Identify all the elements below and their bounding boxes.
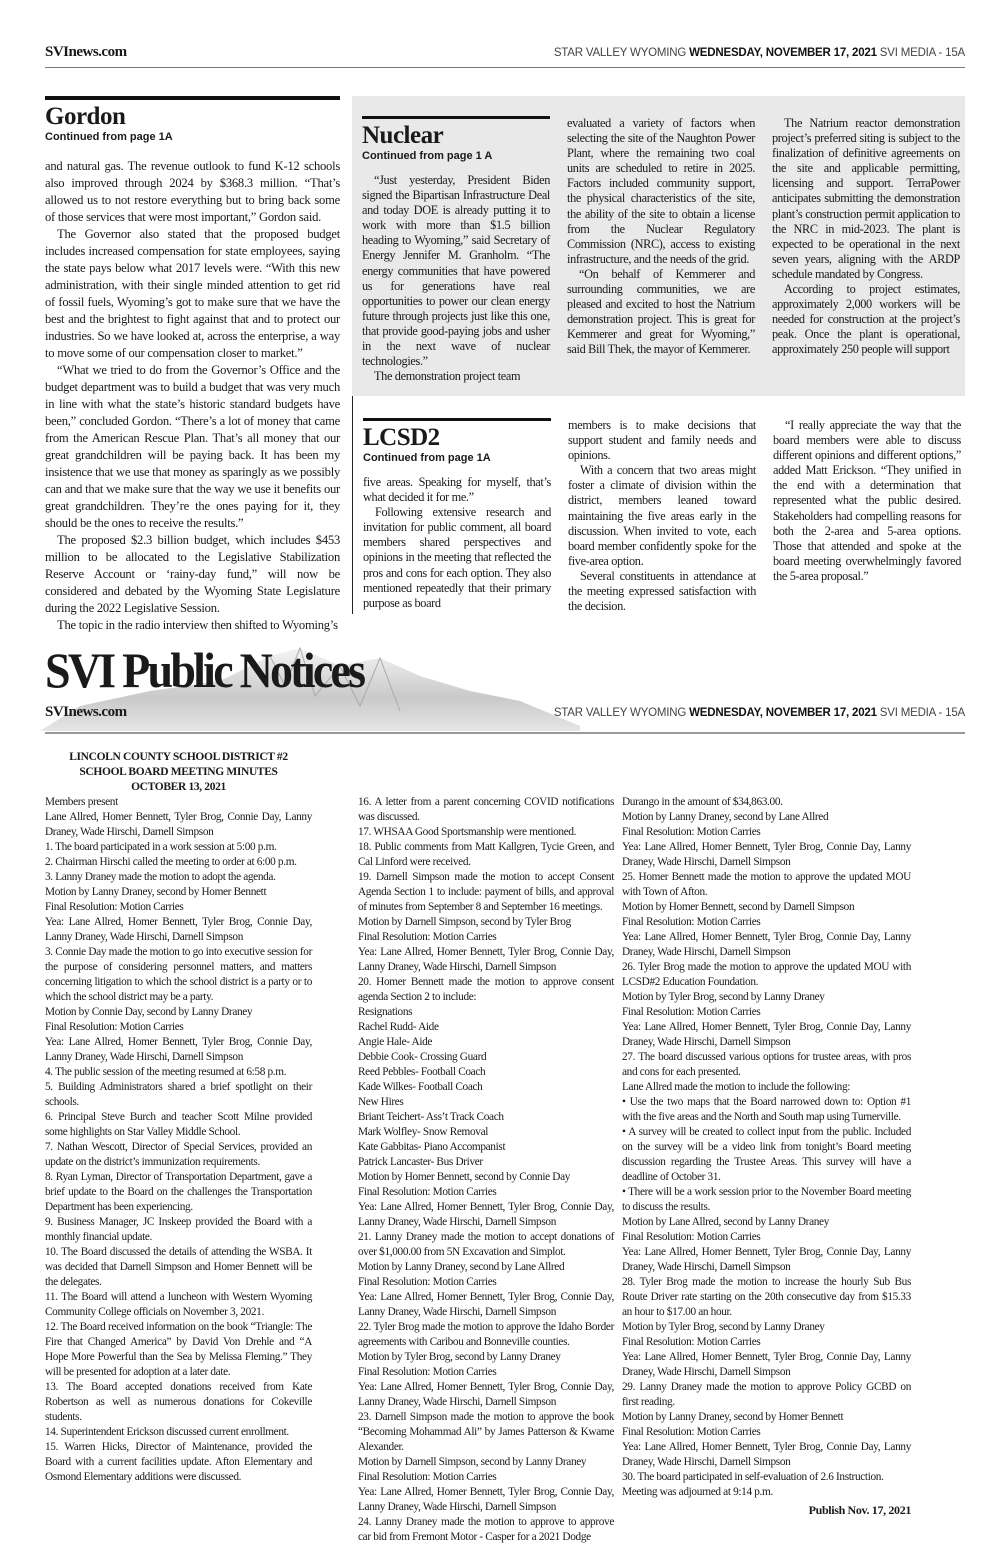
notice-date: OCTOBER 13, 2021: [131, 781, 226, 793]
paragraph: Durango in the amount of $34,863.00.: [622, 796, 783, 808]
banner-dateline: [554, 707, 965, 719]
notice-column-2: [358, 795, 614, 1545]
paragraph: “On behalf of Kemmerer and surrounding communities, we are pleased and excited to host the Natrium demonstration project. This is great for Kemmerer and great for Wyoming,” said Bill Thek, the mayor of Kemmerer.: [567, 266, 755, 357]
paragraph: 12. The Board received information on the book “Triangle: The Fire that Changed America” by David Von Drehle and “A Hope More Powerful than the Sea by Melissa Fleming.” They will be presented for adoption at a later date.: [45, 1321, 312, 1378]
page-number: SVI MEDIA - 15A: [879, 47, 965, 59]
nuclear-article-box: [352, 96, 965, 396]
paragraph: 15. Warren Hicks, Director of Maintenance, provided the Board with a current facilities update. Afton Elementary and Osmond Elementary additions were discussed.: [45, 1441, 312, 1483]
paragraph: Yea: Lane Allred, Homer Bennett, Tyler Brog, Connie Day, Lanny Draney, Wade Hirschi, Darnell Simpson: [45, 916, 312, 943]
lcsd2-rule: [363, 418, 551, 421]
paragraph: members is to make decisions that support student and family needs and opinions.: [568, 418, 756, 463]
paragraph: • There will be a work session prior to the November Board meeting to discuss the results.: [622, 1186, 911, 1213]
paragraph: The Natrium reactor demonstration project’s preferred siting is subject to the finalization of definitive agreements on the site and applicable permitting, licensing and support. TerraPower anticipates submitting the demonstration plant’s construction permit application to the NRC in mid-2023. The plant is expected to be operational in the next seven years, aligning with the ARDP schedule mandated by Congress.: [772, 116, 960, 281]
lcsd2-lead: [363, 418, 551, 614]
lcsd2-headline: LCSD2: [363, 424, 440, 451]
paragraph: Yea: Lane Allred, Homer Bennett, Tyler Brog, Connie Day, Lanny Draney, Wade Hirschi, Darnell Simpson: [358, 1291, 614, 1318]
gordon-rule: [45, 96, 340, 100]
banner-header-row: [45, 704, 965, 721]
paragraph: Lane Allred made the motion to include the following:: [622, 1081, 851, 1093]
publish-date: Publish Nov. 17, 2021: [808, 1503, 911, 1517]
paragraph: 10. The Board discussed the details of attending the WSBA. It was decided that Darnell Simpson and Homer Bennett will be the delegates.: [45, 1246, 312, 1288]
paragraph: Kade Wilkes- Football Coach: [358, 1081, 483, 1093]
paragraph: 2. Chairman Hirschi called the meeting to order at 6:00 p.m.: [45, 856, 297, 868]
paragraph: Motion by Connie Day, second by Lanny Draney: [45, 1006, 253, 1018]
paragraph: Mark Wolfley- Snow Removal: [358, 1126, 489, 1138]
date: WEDNESDAY, NOVEMBER 17, 2021: [689, 707, 877, 719]
notice-body-3: [622, 795, 911, 1500]
paragraph: Final Resolution: Motion Carries: [45, 901, 184, 913]
right-articles: [352, 96, 965, 634]
paragraph: Final Resolution: Motion Carries: [622, 1006, 761, 1018]
nuclear-lead: [362, 116, 550, 388]
paragraph: 20. Homer Bennett made the motion to approve consent agenda Section 2 to include:: [358, 976, 614, 1003]
lcsd2-continued: Continued from page 1A: [363, 452, 491, 464]
paragraph: “What we tried to do from the Governor’s Office and the budget department was to build a budget that was very much in line with what the state’s historic standard budgets have been,” concluded Gordon. “There’s a lot of money that came from the American Rescue Plan. That’s all money that our great grandchildren will be paying back. It has been my insistence that we use that money as sparingly as we possibly can and that we make sure that the way we use it benefits our great grandchildren. They’re the ones paying for it, they should be the ones to receive the results.”: [45, 363, 340, 530]
paragraph: According to project estimates, approximately 2,000 workers will be needed for construction at the project’s peak. Once the plant is operational, approximately 250 people will support: [772, 282, 960, 357]
paragraph: Final Resolution: Motion Carries: [358, 1276, 497, 1288]
paragraph: Motion by Tyler Brog, second by Lanny Draney: [622, 1321, 825, 1333]
paragraph: Briant Teichert- Ass’t Track Coach: [358, 1111, 504, 1123]
paragraph: The proposed $2.3 billion budget, which includes $453 million to be allocated to the Legislative Stabilization Reserve Account or ‘rainy-day fund,” will now be considered and debated by the Wyoming State Legislature during the 2022 Legislative Session.: [45, 533, 340, 615]
paragraph: Yea: Lane Allred, Homer Bennett, Tyler Brog, Connie Day, Lanny Draney, Wade Hirschi, Darnell Simpson: [358, 946, 614, 973]
paragraph: 30. The board participated in self-evaluation of 2.6 Instruction.: [622, 1471, 884, 1483]
paragraph: Debbie Cook- Crossing Guard: [358, 1051, 487, 1063]
articles-area: [45, 96, 965, 634]
paragraph: Motion by Tyler Brog, second by Lanny Draney: [622, 991, 825, 1003]
paragraph: 7. Nathan Wescott, Director of Special Services, provided an update on the district’s immunization requirements.: [45, 1141, 312, 1168]
paragraph: 19. Darnell Simpson made the motion to accept Consent Agenda Section 1 to include: payment of bills, and approval of minutes from September 8 and September 16 meetings.: [358, 871, 614, 913]
paragraph: 17. WHSAA Good Sportsmanship were mentioned.: [358, 826, 577, 838]
header-rule: [45, 67, 965, 68]
paragraph: The topic in the radio interview then shifted to Wyoming’s: [57, 618, 338, 632]
notice-heading: [45, 750, 312, 795]
nuclear-rule: [362, 116, 550, 119]
paragraph: 3. Connie Day made the motion to go into executive session for the purpose of considering personnel matters, and matters concerning litigation to which the school district is a party or to which the school district may be a party.: [45, 946, 312, 1003]
paragraph: “I really appreciate the way that the board members were able to discuss different opinions and different options,” added Matt Erickson. “They unified in the end with a determination that represented what the public desired. Stakeholders had compelling reasons for both the 2-area and 5-area options. Those that attended and spoke at the board meeting overwhelmingly favored the 5-area proposal.”: [773, 418, 961, 583]
paragraph: Meeting was adjourned at 9:14 p.m.: [622, 1486, 773, 1498]
nuclear-headline: Nuclear: [362, 122, 444, 149]
paragraph: 25. Homer Bennett made the motion to approve the updated MOU with Town of Afton.: [622, 871, 911, 898]
paragraph: 16. A letter from a parent concerning COVID notifications was discussed.: [358, 796, 614, 823]
paragraph: Motion by Homer Bennett, second by Connie Day: [358, 1171, 571, 1183]
paragraph: Yea: Lane Allred, Homer Bennett, Tyler Brog, Connie Day, Lanny Draney, Wade Hirschi, Darnell Simpson: [622, 1441, 911, 1468]
paragraph: Several constituents in attendance at the meeting expressed satisfaction with the decision.: [568, 568, 756, 614]
paragraph: Resignations: [358, 1006, 413, 1018]
paragraph: Final Resolution: Motion Carries: [622, 916, 761, 928]
nuclear-column-2: [567, 116, 755, 388]
paragraph: Motion by Lanny Draney, second by Homer Bennett: [45, 886, 267, 898]
paragraph: 13. The Board accepted donations received from Kate Robertson as well as numerous donations for Cokeville students.: [45, 1381, 312, 1423]
dateline: [554, 47, 965, 59]
banner-rule: [45, 732, 965, 734]
paragraph: Lane Allred, Homer Bennett, Tyler Brog, Connie Day, Lanny Draney, Wade Hirschi, Darnell Simpson: [45, 811, 312, 838]
location: STAR VALLEY WYOMING: [553, 47, 687, 59]
paragraph: Motion by Darnell Simpson, second by Lanny Draney: [358, 1456, 587, 1468]
paragraph: 11. The Board will attend a luncheon with Western Wyoming Community College officials on November 3, 2021.: [45, 1291, 312, 1318]
paragraph: 4. The public session of the meeting resumed at 6:58 p.m.: [45, 1066, 287, 1078]
paragraph: Members present: [45, 796, 118, 808]
paragraph: 21. Lanny Draney made the motion to accept donations of over $1,000.00 from 5N Excavation and Simplot.: [358, 1231, 614, 1258]
paragraph: The Governor also stated that the proposed budget includes increased compensation for state employees, saying the state pays below what 2017 levels were. “With this new administration, with their single minded attention to get rid of fossil fuels, Wyoming’s got to make sure that we have the best and the brightest to fight against that and to protect our industries. So we have looked at, across the enterprise, a way to move some of our compensation closer to market.”: [45, 227, 340, 360]
paragraph: Motion by Lanny Draney, second by Lane Allred: [358, 1261, 565, 1273]
gordon-article: [45, 96, 340, 634]
paragraph: Yea: Lane Allred, Homer Bennett, Tyler Brog, Connie Day, Lanny Draney, Wade Hirschi, Darnell Simpson: [622, 841, 911, 868]
paragraph: 28. Tyler Brog made the motion to increase the hourly Sub Bus Route Driver rate starting on the 20th consecutive day from $15.33 an hour to $17.00 an hour.: [622, 1276, 911, 1318]
paragraph: With a concern that two areas might foster a climate of division within the district, members leaned toward maintaining the five areas early in the discussion. When invited to vote, each board member confidently spoke for the five-area option.: [568, 463, 756, 568]
paragraph: Patrick Lancaster- Bus Driver: [358, 1156, 483, 1168]
paragraph: Final Resolution: Motion Carries: [622, 1336, 761, 1348]
paragraph: 8. Ryan Lyman, Director of Transportation Department, gave a brief update to the Board on the challenges the Transportation Department has been experiencing.: [45, 1171, 312, 1213]
paragraph: Reed Pebbles- Football Coach: [358, 1066, 486, 1078]
paragraph: Rachel Rudd- Aide: [358, 1021, 439, 1033]
paragraph: 27. The board discussed various options for trustee areas, with pros and cons for each presented.: [622, 1051, 911, 1078]
paragraph: Motion by Homer Bennett, second by Darnell Simpson: [622, 901, 855, 913]
gordon-body: [45, 158, 340, 634]
lcsd2-column-1: [363, 475, 551, 611]
paragraph: 29. Lanny Draney made the motion to approve Policy GCBD on first reading.: [622, 1381, 911, 1408]
location: STAR VALLEY WYOMING: [553, 707, 687, 719]
paragraph: 1. The board participated in a work session at 5:00 p.m.: [45, 841, 277, 853]
paragraph: Kate Gabbitas- Piano Accompanist: [358, 1141, 506, 1153]
notice-title-line: SCHOOL BOARD MEETING MINUTES: [79, 766, 278, 778]
paragraph: • A survey will be created to collect input from the public. Included on the survey will be a video link from tonight’s Board meeting discussion regarding the Trustee Areas. This survey will have a deadline of October 31.: [622, 1126, 911, 1183]
public-notices-title: SVI Public Notices: [45, 642, 364, 698]
nuclear-column-1: [362, 173, 550, 384]
paragraph: Yea: Lane Allred, Homer Bennett, Tyler Brog, Connie Day, Lanny Draney, Wade Hirschi, Darnell Simpson: [358, 1486, 614, 1513]
page-number: SVI MEDIA - 15A: [879, 707, 965, 719]
paragraph: Final Resolution: Motion Carries: [358, 1471, 497, 1483]
paragraph: Final Resolution: Motion Carries: [622, 826, 761, 838]
paragraph: Yea: Lane Allred, Homer Bennett, Tyler Brog, Connie Day, Lanny Draney, Wade Hirschi, Darnell Simpson: [622, 1351, 911, 1378]
lcsd2-column-2: [568, 418, 756, 614]
paragraph: Yea: Lane Allred, Homer Bennett, Tyler Brog, Connie Day, Lanny Draney, Wade Hirschi, Darnell Simpson: [45, 1036, 312, 1063]
paragraph: Yea: Lane Allred, Homer Bennett, Tyler Brog, Connie Day, Lanny Draney, Wade Hirschi, Darnell Simpson: [622, 1246, 911, 1273]
gordon-continued: Continued from page 1A: [45, 131, 173, 143]
paragraph: Final Resolution: Motion Carries: [622, 1426, 761, 1438]
lcsd2-column-3: [773, 418, 961, 614]
site-name[interactable]: SVInews.com: [45, 44, 127, 60]
paragraph: Final Resolution: Motion Carries: [622, 1231, 761, 1243]
gordon-headline: Gordon: [45, 103, 126, 130]
notice-column-3: [622, 795, 911, 1545]
paragraph: Motion by Tyler Brog, second by Lanny Draney: [358, 1351, 561, 1363]
paragraph: 3. Lanny Draney made the motion to adopt the agenda.: [45, 871, 276, 883]
paragraph: Yea: Lane Allred, Homer Bennett, Tyler Brog, Connie Day, Lanny Draney, Wade Hirschi, Darnell Simpson: [622, 931, 911, 958]
paragraph: Final Resolution: Motion Carries: [358, 931, 497, 943]
paragraph: The demonstration project team: [374, 369, 521, 384]
paragraph: Motion by Lanny Draney, second by Homer Bennett: [622, 1411, 844, 1423]
paragraph: Final Resolution: Motion Carries: [358, 1366, 497, 1378]
paragraph: Yea: Lane Allred, Homer Bennett, Tyler Brog, Connie Day, Lanny Draney, Wade Hirschi, Darnell Simpson: [622, 1021, 911, 1048]
paragraph: 18. Public comments from Matt Kallgren, Tycie Green, and Cal Linford were received.: [358, 841, 614, 868]
paragraph: five areas. Speaking for myself, that’s what decided it for me.”: [363, 475, 551, 505]
public-notices-banner: [45, 642, 965, 728]
paragraph: 9. Business Manager, JC Inskeep provided the Board with a monthly financial update.: [45, 1216, 312, 1243]
date: WEDNESDAY, NOVEMBER 17, 2021: [689, 47, 877, 59]
paragraph: “Just yesterday, President Biden signed the Bipartisan Infrastructure Deal and today DOE is already putting it to work with more than $1.5 billion heading to Wyoming,” said Secretary of Energy Jennifer M. Granholm. “The energy communities that have powered us for generations have real opportunities to power our clean energy future through projects just like this one, that provide good-paying jobs and usher in the next wave of nuclear technologies.”: [362, 173, 550, 369]
paragraph: 6. Principal Steve Burch and teacher Scott Milne provided some highlights on Star Valley Middle School.: [45, 1111, 312, 1138]
paragraph: 14. Superintendent Erickson discussed current enrollment.: [45, 1426, 289, 1438]
notice-columns: [45, 795, 965, 1545]
nuclear-column-3: [772, 116, 960, 388]
nuclear-continued: Continued from page 1 A: [362, 150, 493, 162]
paragraph: 23. Darnell Simpson made the motion to approve the book “Becoming Mohammad Ali” by James Patterson & Kwame Alexander.: [358, 1411, 614, 1453]
paragraph: 5. Building Administrators shared a brief spotlight on their schools.: [45, 1081, 312, 1108]
paragraph: evaluated a variety of factors when selecting the site of the Naughton Power Plant, where the remaining two coal units are scheduled to retire in 2025. Factors included community support, the physical characteristics of the site, the ability of the site to obtain a license from the Nuclear Regulatory Commission (NRC), access to existing infrastructure, and the needs of the grid.: [567, 116, 755, 266]
paragraph: Final Resolution: Motion Carries: [45, 1021, 184, 1033]
paragraph: New Hires: [358, 1096, 404, 1108]
paragraph: Final Resolution: Motion Carries: [358, 1186, 497, 1198]
paragraph: • Use the two maps that the Board narrowed down to: Option #1 with the five areas and the North and South map using Turnerville.: [622, 1096, 911, 1123]
paragraph: Motion by Lanny Draney, second by Lane Allred: [622, 811, 829, 823]
paragraph: Angie Hale- Aide: [358, 1036, 433, 1048]
banner-site-name[interactable]: SVInews.com: [45, 704, 127, 720]
paragraph: 22. Tyler Brog made the motion to approve the Idaho Border agreements with Caribou and Bonneville counties.: [358, 1321, 614, 1348]
paragraph: Motion by Darnell Simpson, second by Tyler Brog: [358, 916, 571, 928]
paragraph: Yea: Lane Allred, Homer Bennett, Tyler Brog, Connie Day, Lanny Draney, Wade Hirschi, Darnell Simpson: [358, 1201, 614, 1228]
paragraph: Following extensive research and invitation for public comment, all board members shared perspectives and opinions in the meeting that reflected the pros and cons for each option. They also mentioned repeatedly that their primary purpose as board: [363, 505, 551, 610]
paragraph: Yea: Lane Allred, Homer Bennett, Tyler Brog, Connie Day, Lanny Draney, Wade Hirschi, Darnell Simpson: [358, 1381, 614, 1408]
paragraph: 26. Tyler Brog made the motion to approve the updated MOU with LCSD#2 Education Foundation.: [622, 961, 911, 988]
notice-column-1: [45, 795, 312, 1545]
paragraph: and natural gas. The revenue outlook to fund K-12 schools also improved through 2024 by $368.3 million. “That’s allowed us to not restore everything but to bring back some of those services that were most important,” Gordon said.: [45, 159, 340, 224]
lcsd2-article: [352, 396, 965, 614]
paragraph: Motion by Lane Allred, second by Lanny Draney: [622, 1216, 829, 1228]
notice-title-line: LINCOLN COUNTY SCHOOL DISTRICT #2: [69, 751, 288, 763]
paragraph: 24. Lanny Draney made the motion to approve to approve car bid from Fremont Motor - Casper for a 2021 Dodge: [358, 1516, 614, 1543]
page-header: [45, 44, 965, 61]
